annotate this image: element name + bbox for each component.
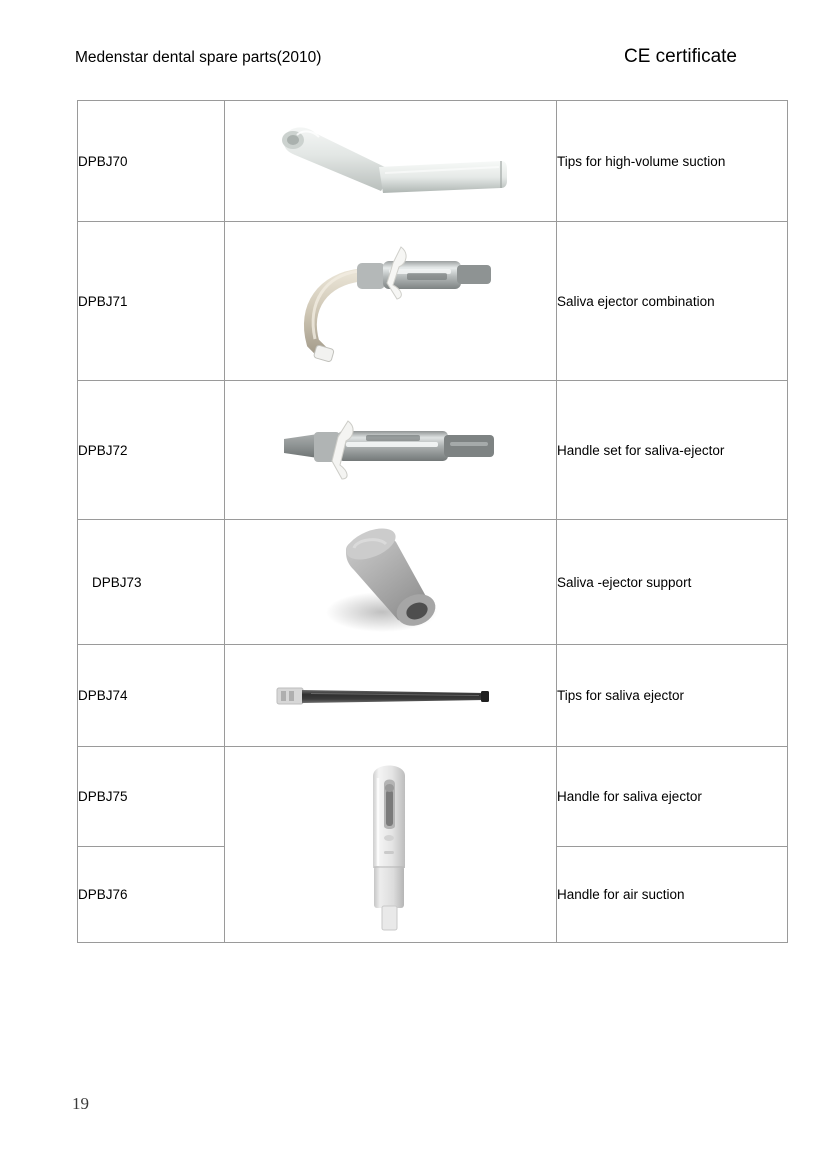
table-row xyxy=(78,520,788,645)
saliva-ejector-tip-icon xyxy=(271,676,511,716)
spare-parts-table xyxy=(77,100,788,943)
part-code-cell: DPBJ72 xyxy=(78,381,225,520)
part-description-cell: Tips for saliva ejector xyxy=(557,645,788,747)
part-image-cell xyxy=(225,747,557,943)
part-image-cell xyxy=(225,381,557,520)
saliva-ejector-handle-icon xyxy=(360,756,422,934)
part-code-cell: DPBJ75 xyxy=(78,747,225,847)
table-row xyxy=(78,222,788,381)
part-description-cell: Handle for air suction xyxy=(557,847,788,943)
part-description-cell: Handle set for saliva-ejector xyxy=(557,381,788,520)
part-image-cell xyxy=(225,222,557,381)
table-row xyxy=(78,747,788,847)
part-image-cell xyxy=(225,520,557,645)
table-row xyxy=(78,645,788,747)
part-description-cell: Saliva ejector combination xyxy=(557,222,788,381)
page-header xyxy=(0,48,827,82)
table-row xyxy=(78,381,788,520)
part-description-cell: Saliva -ejector support xyxy=(557,520,788,645)
saliva-ejector-support-icon xyxy=(316,526,466,638)
part-code-cell: DPBJ71 xyxy=(78,222,225,381)
saliva-ejector-handle-set-icon xyxy=(280,417,502,483)
page-number: 19 xyxy=(72,1094,89,1113)
part-description-cell: Tips for high-volume suction xyxy=(557,101,788,222)
part-code-text: DPBJ73 xyxy=(92,574,142,590)
document-title: Medenstar dental spare parts(2010) xyxy=(75,49,322,66)
high-volume-suction-tip-icon xyxy=(273,115,509,207)
part-image-cell xyxy=(225,645,557,747)
table-row xyxy=(78,101,788,222)
part-description-cell: Handle for saliva ejector xyxy=(557,747,788,847)
saliva-ejector-combination-icon xyxy=(289,239,493,363)
part-code-cell xyxy=(78,520,225,645)
part-code-cell: DPBJ74 xyxy=(78,645,225,747)
part-code-cell: DPBJ70 xyxy=(78,101,225,222)
part-image-cell xyxy=(225,101,557,222)
part-code-cell: DPBJ76 xyxy=(78,847,225,943)
certificate-title: CE certificate xyxy=(624,46,737,67)
